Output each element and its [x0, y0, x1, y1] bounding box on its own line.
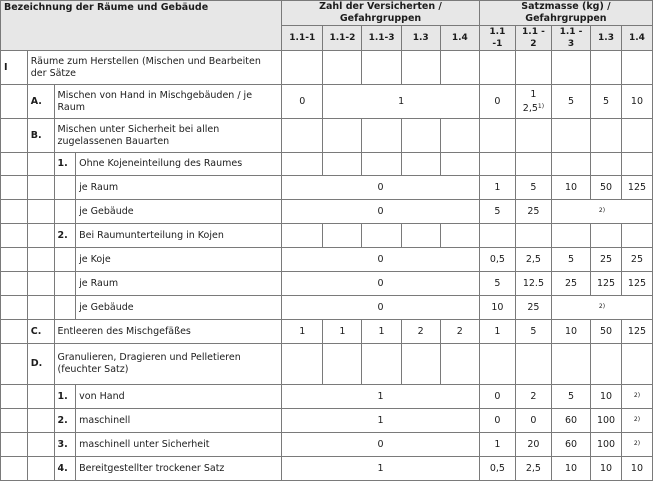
cell-value: 0 — [282, 85, 323, 119]
cell-value: 10 — [621, 457, 652, 481]
table-row — [1, 176, 653, 200]
header-persons-1-4: 1.4 — [440, 26, 479, 51]
cell-value-stacked — [515, 85, 551, 119]
cell-value: 10 — [591, 457, 622, 481]
cell-value: 2 — [401, 320, 440, 344]
row-label: maschinell unter Sicherheit — [76, 433, 282, 457]
row-label: Räume zum Herstellen (Mischen und Bearbeiten der Sätze — [27, 51, 281, 85]
row-label: Mischen unter Sicherheit bei allen zugelassenen Bauarten — [54, 119, 282, 153]
table-row — [1, 409, 653, 433]
cell-value: 2 — [440, 320, 479, 344]
cell-value: 1 — [479, 176, 515, 200]
footnote-cell — [551, 200, 652, 224]
header-row-1 — [1, 1, 653, 26]
cell-value: 125 — [591, 272, 622, 296]
table-row — [1, 433, 653, 457]
cell-value: 25 — [515, 296, 551, 320]
table-row — [1, 153, 653, 176]
row-code: 1. — [54, 153, 76, 176]
cell-value: 10 — [479, 296, 515, 320]
cell-value: 0,5 — [479, 248, 515, 272]
cell-value: 10 — [591, 385, 622, 409]
footnote-cell — [621, 433, 652, 457]
header-persons-1-1-3: 1.1-3 — [362, 26, 401, 51]
footnote-mark: 2) — [598, 302, 606, 310]
cell-value: 12.5 — [515, 272, 551, 296]
row-code: D. — [27, 344, 54, 385]
table-row — [1, 224, 653, 248]
cell-value: 2,5 — [515, 248, 551, 272]
table-row — [1, 200, 653, 224]
cell-value: 100 — [591, 409, 622, 433]
cell-value: 0 — [282, 296, 480, 320]
cell-value: 1 — [282, 457, 480, 481]
row-label: je Raum — [76, 272, 282, 296]
header-mass-1-3: 1.3 — [591, 26, 622, 51]
cell-value: 60 — [551, 433, 590, 457]
row-label: Bereitgestellter trockener Satz — [76, 457, 282, 481]
footnote-mark: 2) — [633, 439, 641, 447]
cell-value: 25 — [515, 200, 551, 224]
cell-value: 0 — [282, 200, 480, 224]
cell-value: 5 — [515, 320, 551, 344]
cell-value: 0 — [282, 248, 480, 272]
cell-value-with-note — [519, 101, 548, 115]
cell-value: 2 — [515, 385, 551, 409]
table-row — [1, 51, 653, 85]
table-row — [1, 296, 653, 320]
cell-value: 5 — [515, 176, 551, 200]
cell-value: 25 — [551, 272, 590, 296]
cell-value: 5 — [591, 85, 622, 119]
header-mass-1-1-3: 1.1 - 3 — [551, 26, 590, 51]
cell-value: 1 — [282, 320, 323, 344]
table-row — [1, 119, 653, 153]
cell-value: 0 — [515, 409, 551, 433]
row-label: Ohne Kojeneinteilung des Raumes — [76, 153, 282, 176]
header-persons-1-1-1: 1.1-1 — [282, 26, 323, 51]
table-row — [1, 272, 653, 296]
row-code: 1. — [54, 385, 76, 409]
footnote-cell — [621, 409, 652, 433]
cell-value: 1 — [530, 88, 537, 100]
cell-value: 10 — [551, 320, 590, 344]
row-code: 2. — [54, 409, 76, 433]
row-label: Entleeren des Mischgefäßes — [54, 320, 282, 344]
cell-value: 50 — [591, 320, 622, 344]
row-label: Bei Raumunterteilung in Kojen — [76, 224, 282, 248]
cell-value: 0,5 — [479, 457, 515, 481]
row-label: Granulieren, Dragieren und Pelletieren (feuchter Satz) — [54, 344, 282, 385]
cell-value: 25 — [591, 248, 622, 272]
cell-value: 0 — [282, 433, 480, 457]
header-mass-1-4: 1.4 — [621, 26, 652, 51]
cell-value: 50 — [591, 176, 622, 200]
row-label: je Gebäude — [76, 296, 282, 320]
header-mass-group: Satzmasse (kg) / Gefahrgruppen — [479, 1, 652, 26]
header-persons-1-3: 1.3 — [401, 26, 440, 51]
footnote-mark: 1) — [537, 102, 545, 110]
table-row — [1, 320, 653, 344]
header-persons-group: Zahl der Versicherten / Gefahrgruppen — [282, 1, 480, 26]
cell-value: 25 — [621, 248, 652, 272]
table-row — [1, 248, 653, 272]
cell-value: 60 — [551, 409, 590, 433]
cell-value: 20 — [515, 433, 551, 457]
cell-value: 2,5 — [522, 102, 538, 114]
row-code: A. — [27, 85, 54, 119]
cell-value: 0 — [479, 409, 515, 433]
row-label: Mischen von Hand in Mischgebäuden / je Raum — [54, 85, 282, 119]
cell-value: 1 — [323, 85, 480, 119]
row-code: I — [1, 51, 28, 85]
footnote-cell — [621, 385, 652, 409]
footnote-mark: 2) — [598, 206, 606, 214]
row-code: 3. — [54, 433, 76, 457]
cell-value: 0 — [282, 272, 480, 296]
cell-value: 2,5 — [515, 457, 551, 481]
cell-value: 125 — [621, 320, 652, 344]
cell-value: 10 — [551, 176, 590, 200]
cell-value: 1 — [323, 320, 362, 344]
footnote-mark: 2) — [633, 415, 641, 423]
cell-value: 0 — [282, 176, 480, 200]
cell-value: 1 — [362, 320, 401, 344]
cell-value: 5 — [479, 272, 515, 296]
cell-value: 1 — [479, 320, 515, 344]
row-code: 4. — [54, 457, 76, 481]
row-label: von Hand — [76, 385, 282, 409]
cell-value: 5 — [551, 248, 590, 272]
header-rooms: Bezeichnung der Räume und Gebäude — [1, 1, 282, 51]
row-label: je Raum — [76, 176, 282, 200]
cell-value: 1 — [479, 433, 515, 457]
cell-value: 1 — [282, 385, 480, 409]
cell-value: 5 — [479, 200, 515, 224]
cell-value: 10 — [621, 85, 652, 119]
table-row — [1, 385, 653, 409]
cell-value: 5 — [551, 85, 590, 119]
header-persons-1-1-2: 1.1-2 — [323, 26, 362, 51]
header-mass-1-1-2: 1.1 - 2 — [515, 26, 551, 51]
row-code: 2. — [54, 224, 76, 248]
header-mass-1-1-1: 1.1 -1 — [479, 26, 515, 51]
cell-value: 125 — [621, 176, 652, 200]
cell-value: 125 — [621, 272, 652, 296]
cell-value: 10 — [551, 457, 590, 481]
row-label: je Koje — [76, 248, 282, 272]
row-code: C. — [27, 320, 54, 344]
table-row — [1, 344, 653, 385]
cell-value: 1 — [282, 409, 480, 433]
row-label: je Gebäude — [76, 200, 282, 224]
cell-value: 0 — [479, 385, 515, 409]
table-row — [1, 85, 653, 119]
cell-value: 5 — [551, 385, 590, 409]
footnote-mark: 2) — [633, 391, 641, 399]
cell-value: 100 — [591, 433, 622, 457]
row-label: maschinell — [76, 409, 282, 433]
row-code: B. — [27, 119, 54, 153]
table-row — [1, 457, 653, 481]
cell-value: 0 — [479, 85, 515, 119]
footnote-cell — [551, 296, 652, 320]
